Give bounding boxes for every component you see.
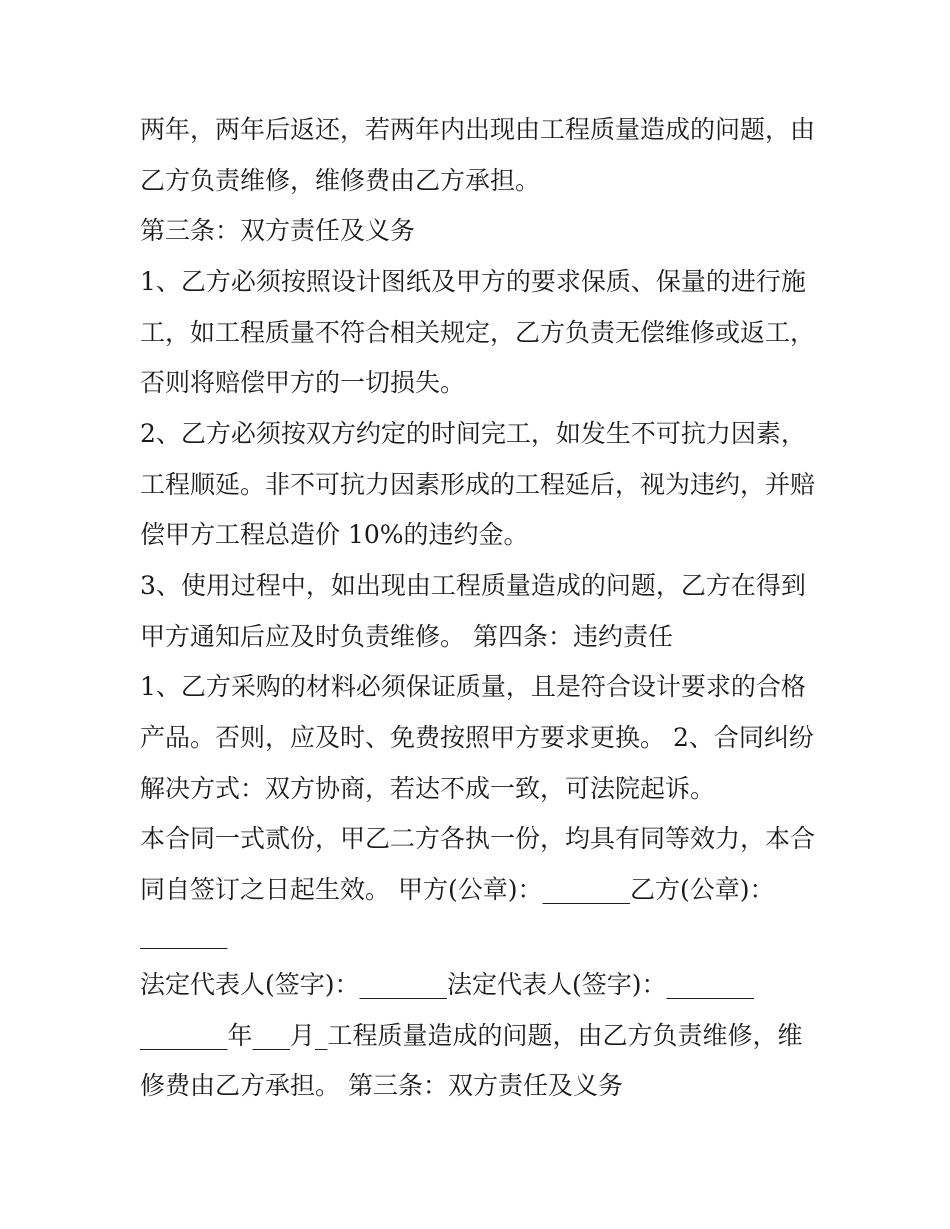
article-heading: 第三条：双方责任及义务 (140, 216, 416, 245)
text-line: 偿甲方工程总造价 10%的违约金。 (140, 520, 529, 549)
signature-blank: _______ (140, 920, 228, 949)
text-line: 工，如工程质量不符合相关规定，乙方负责无偿维修或返工， (140, 318, 816, 347)
text-line: 产品。否则，应及时、免费按照甲方要求更换。 2、合同纠纷 (140, 723, 814, 752)
text-line: 修费由乙方承担。 第三条：双方责任及义务 (140, 1071, 623, 1100)
text-line: 解决方式：双方协商，若达不成一致，可法院起诉。 (140, 774, 716, 803)
text-line: 1、乙方采购的材料必须保证质量，且是符合设计要求的合格 (140, 672, 806, 701)
text-line: 3、使用过程中，如出现由工程质量造成的问题，乙方在得到 (140, 571, 806, 600)
text-line: 工程顺延。非不可抗力因素形成的工程延后，视为违约，并赔 (140, 470, 816, 499)
text-line: 1、乙方必须按照设计图纸及甲方的要求保质、保量的进行施 (140, 267, 806, 296)
text-line: 2、乙方必须按双方约定的时间完工，如发生不可抗力因素， (140, 419, 806, 448)
signature-line: 同自签订之日起生效。 甲方(公章)：_______乙方(公章)： (140, 875, 775, 904)
date-line: _______年___月_工程质量造成的问题，由乙方负责维修，维 (140, 1021, 803, 1050)
text-line: 否则将赔偿甲方的一切损失。 (140, 368, 466, 397)
text-line: 两年，两年后返还，若两年内出现由工程质量造成的问题，由 (140, 115, 816, 144)
signature-line: 法定代表人(签字)：_______法定代表人(签字)：_______ (140, 970, 755, 999)
text-line: 乙方负责维修，维修费由乙方承担。 (140, 166, 541, 195)
text-line: 本合同一式贰份，甲乙二方各执一份，均具有同等效力，本合 (140, 824, 816, 853)
text-line: 甲方通知后应及时负责维修。 第四条：违约责任 (140, 622, 673, 651)
